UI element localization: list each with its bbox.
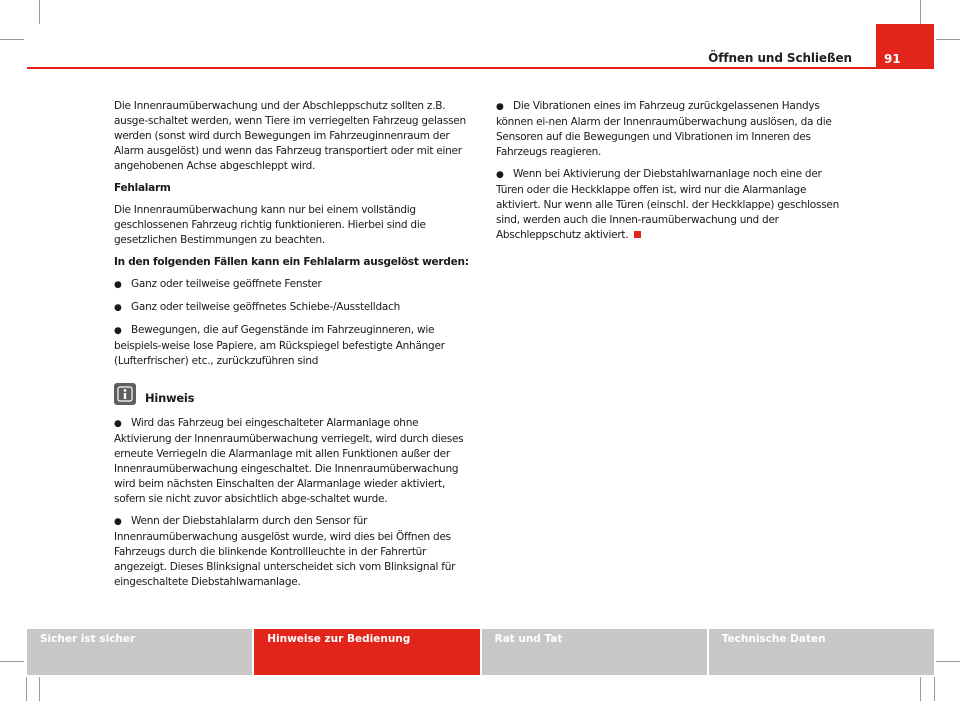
note-item-text: Wird das Fahrzeug bei eingeschalteter Alarmanlage ohne Aktivierung der Innenraumüberwachung verriegelt, wird durch dieses erneute Verriegeln die Alarmanlage mit allen Funktionen außer der Innenraumüberwachung eingeschaltet. Die Innenraumüberwachung wird beim nächsten Einschalten der Alarmanlage wieder aktiviert, sofern sie nicht zuvor absichtlich abge-schaltet wurde. <box>114 417 464 505</box>
info-note-icon <box>114 383 136 405</box>
bullet-icon: ● <box>114 303 122 313</box>
bullet-icon: ● <box>114 419 122 429</box>
list-item-text: Ganz oder teilweise geöffnetes Schiebe-/Ausstelldach <box>131 301 401 313</box>
crop-mark <box>934 677 935 701</box>
crop-mark <box>26 677 27 701</box>
note-title: Hinweis <box>145 391 195 405</box>
crop-mark <box>920 0 921 24</box>
crop-mark <box>0 39 24 40</box>
crop-mark <box>936 39 960 40</box>
list-item-text: Ganz oder teilweise geöffnete Fenster <box>131 278 322 290</box>
crop-mark <box>920 677 921 701</box>
page-number-box <box>876 24 934 68</box>
note-item <box>114 416 470 507</box>
crop-mark <box>936 661 960 662</box>
header-rule <box>27 67 934 69</box>
list-item <box>114 277 470 293</box>
page-number: 91 <box>884 52 901 66</box>
page-header-title: Öffnen und Schließen <box>708 51 852 65</box>
intro-paragraph: Die Innenraumüberwachung und der Abschleppschutz sollten z.B. ausge-schaltet werden, wenn Tiere im verriegelten Fahrzeug gelassen werden (sonst wird durch Bewegungen im Fahrzeuginnenraum der Alarm ausgelöst) und wenn das Fahrzeug transportiert oder mit einer angehobenen Achse abgeschleppt wird. <box>114 100 466 172</box>
footer-tab-sicher[interactable]: Sicher ist sicher <box>27 629 252 675</box>
footer-tab-rat-und-tat[interactable]: Rat und Tat <box>482 629 707 675</box>
list-item <box>496 99 852 160</box>
list-item <box>114 300 470 316</box>
crop-mark <box>0 661 24 662</box>
bullet-icon: ● <box>114 326 122 336</box>
list-item-text: Wenn bei Aktivierung der Diebstahlwarnanlage noch eine der Türen oder die Heckklappe offen ist, wird nur die Alarmanlage aktiviert. Nur wenn alle Türen (einschl. der Heckklappe) geschlossen sind, werden auch die Innen-raumüberwachung und der Abschleppschutz aktiviert. <box>496 168 840 241</box>
bullet-icon: ● <box>496 170 504 180</box>
fehlalarm-heading: Fehlalarm <box>114 182 171 194</box>
crop-mark <box>39 677 40 701</box>
left-column <box>114 99 470 597</box>
bullet-icon: ● <box>114 517 122 527</box>
footer-tab-technische-daten[interactable]: Technische Daten <box>709 629 934 675</box>
bullet-icon: ● <box>114 280 122 290</box>
list-item <box>114 323 470 369</box>
cases-heading: In den folgenden Fällen kann ein Fehlalarm ausgelöst werden: <box>114 256 469 268</box>
fehlalarm-paragraph: Die Innenraumüberwachung kann nur bei einem vollständig geschlossenen Fahrzeug richtig funktionieren. Hierbei sind die gesetzlichen Bestimmungen zu beachten. <box>114 204 426 246</box>
note-item-text: Wenn der Diebstahlalarm durch den Sensor für Innenraumüberwachung ausgelöst wurde, wird dies bei Öffnen des Fahrzeugs durch die blinkende Kontrollleuchte in der Fahrertür angezeigt. Dieses Blinksignal unterscheidet sich vom Blinksignal für eingeschaltete Diebstahlwarnanlage. <box>114 515 456 588</box>
note-item <box>114 514 470 590</box>
footer-tab-hinweise[interactable]: Hinweise zur Bedienung <box>254 629 479 675</box>
right-column <box>496 99 852 250</box>
list-item-text: Bewegungen, die auf Gegenstände im Fahrzeuginneren, wie beispiels-weise lose Papiere, am Rückspiegel befestigte Anhänger (Lufterfrischer) etc., zurückzuführen sind <box>114 324 445 367</box>
crop-mark <box>39 0 40 24</box>
list-item <box>496 167 852 243</box>
note-header <box>114 383 470 410</box>
bullet-icon: ● <box>496 102 504 112</box>
list-item-text: Die Vibrationen eines im Fahrzeug zurückgelassenen Handys können ei-nen Alarm der Innenraumüberwachung auslösen, da die Sensoren auf die Bewegungen und Vibrationen im Inneren des Fahrzeugs reagieren. <box>496 100 832 158</box>
section-end-marker <box>634 231 641 238</box>
footer-nav <box>27 629 934 675</box>
